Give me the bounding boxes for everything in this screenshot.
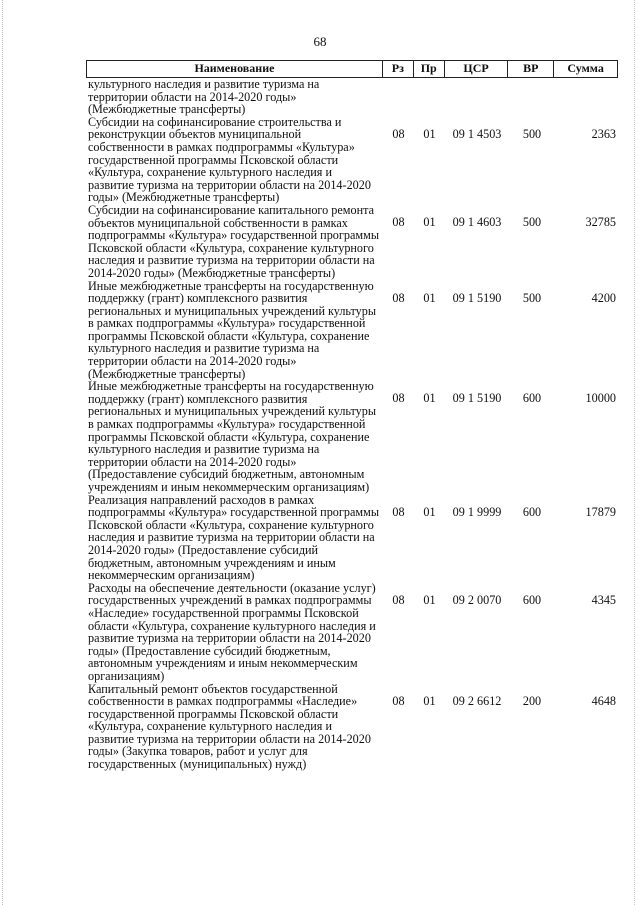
row-csr: 09 1 4603 [452, 214, 502, 229]
row-rz: 08 [392, 693, 405, 708]
row-sum: 4345 [591, 592, 616, 607]
header-rz: Рз [383, 61, 414, 77]
table-header [86, 60, 618, 78]
row-sum: 4648 [591, 693, 616, 708]
row-vr: 600 [522, 592, 542, 607]
row-sum: 17879 [585, 504, 616, 519]
row-vr: 500 [522, 214, 542, 229]
header-csr: ЦСР [445, 61, 509, 77]
row-csr: 09 1 5190 [452, 290, 502, 305]
row-vr: 600 [522, 504, 542, 519]
page-number: 68 [313, 34, 327, 49]
row-csr: 09 1 9999 [452, 504, 502, 519]
row-csr: 09 2 0070 [452, 592, 502, 607]
row-sum: 32785 [585, 214, 616, 229]
row-name: Реализация направлений расходов в рамках подпрограммы «Культура» государственной программы Псковской области «Культура, сохранение культурного наследия и развитие туризма на территории области на 2014-2020 годы» (Предоставление субсидий бюджетным, автономным учреждениям и иным некоммерческим организациям) [88, 492, 380, 583]
row-sum: 10000 [585, 391, 616, 406]
row-rz: 08 [392, 214, 405, 229]
row-vr: 500 [522, 290, 542, 305]
row-pr: 01 [423, 391, 436, 406]
row-csr: 09 2 6612 [452, 693, 502, 708]
table-row [86, 582, 618, 683]
row-rz: 08 [392, 126, 405, 141]
scan-margin-right [634, 0, 636, 905]
row-pr: 01 [423, 290, 436, 305]
header-pr: Пр [414, 61, 445, 77]
row-sum: 2363 [591, 126, 616, 141]
row-rz: 08 [392, 592, 405, 607]
row-name: Расходы на обеспечение деятельности (оказание услуг) государственных учреждений в рамках подпрограммы «Наследие» государственной программы Псковской области «Культура, сохранение культурного наследия и развитие туризма на территории области на 2014-2020 годы» (Предоставление субсидий бюджетным, автономным учреждениям и иным некоммерческим организациям) [88, 580, 376, 683]
header-name: Наименование [87, 61, 383, 77]
row-name: культурного наследия и развитие туризма на территории области на 2014-2020 годы» (Межбюджетные трансферты) [88, 77, 320, 117]
row-name: Субсидии на софинансирование строительства и реконструкции объектов муниципальной собственности в рамках подпрограммы «Культура» государственной программы Псковской области «Культура, сохранение культурного наследия и развитие туризма на территории области на 2014-2020 годы» (Межбюджетные трансферты) [88, 114, 371, 205]
row-pr: 01 [423, 592, 436, 607]
table-row-continuation [86, 78, 618, 116]
table-row [86, 683, 618, 771]
budget-table [86, 60, 618, 771]
row-name: Капитальный ремонт объектов государственной собственности в рамках подпрограммы «Наследие» государственной программы Псковской области «Культура, сохранение культурного наследия и развитие туризма на территории области на 2014-2020 годы» (Закупка товаров, работ и услуг для государственных (муниципальных) нужд) [88, 681, 371, 772]
row-pr: 01 [423, 126, 436, 141]
table-row [86, 380, 618, 493]
table-row [86, 280, 618, 381]
table-row [86, 204, 618, 280]
row-csr: 09 1 4503 [452, 126, 502, 141]
header-sum: Сумма [567, 61, 604, 75]
row-pr: 01 [423, 693, 436, 708]
scan-margin-left [2, 0, 4, 905]
header-vr: ВР [508, 61, 554, 77]
row-sum: 4200 [591, 290, 616, 305]
row-vr: 200 [522, 693, 542, 708]
row-name: Субсидии на софинансирование капитального ремонта объектов муниципальной собственности в рамках подпрограммы «Культура» государственной программы Псковской области «Культура, сохранение культурного наследия и развитие туризма на территории области на 2014-2020 годы» (Межбюджетные трансферты) [88, 202, 380, 280]
row-pr: 01 [423, 214, 436, 229]
row-name: Иные межбюджетные трансферты на государственную поддержку (грант) комплексного развития региональных и муниципальных учреждений культуры в рамках подпрограммы «Культура» государственной программы Псковской области «Культура, сохранение культурного наследия и развитие туризма на территории области на 2014-2020 годы» (Предоставление субсидий бюджетным, автономным учреждениям и иным некоммерческим организациям) [88, 379, 377, 494]
row-name: Иные межбюджетные трансферты на государственную поддержку (грант) комплексного развития региональных и муниципальных учреждений культуры в рамках подпрограммы «Культура» государственной программы Псковской области «Культура, сохранение культурного наследия и развитие туризма на территории области на 2014-2020 годы» (Межбюджетные трансферты) [88, 278, 377, 381]
table-row [86, 494, 618, 582]
table-body [86, 78, 618, 771]
row-rz: 08 [392, 290, 405, 305]
row-rz: 08 [392, 504, 405, 519]
row-rz: 08 [392, 391, 405, 406]
table-row [86, 116, 618, 204]
row-vr: 500 [522, 126, 542, 141]
row-csr: 09 1 5190 [452, 391, 502, 406]
row-pr: 01 [423, 504, 436, 519]
row-vr: 600 [522, 391, 542, 406]
